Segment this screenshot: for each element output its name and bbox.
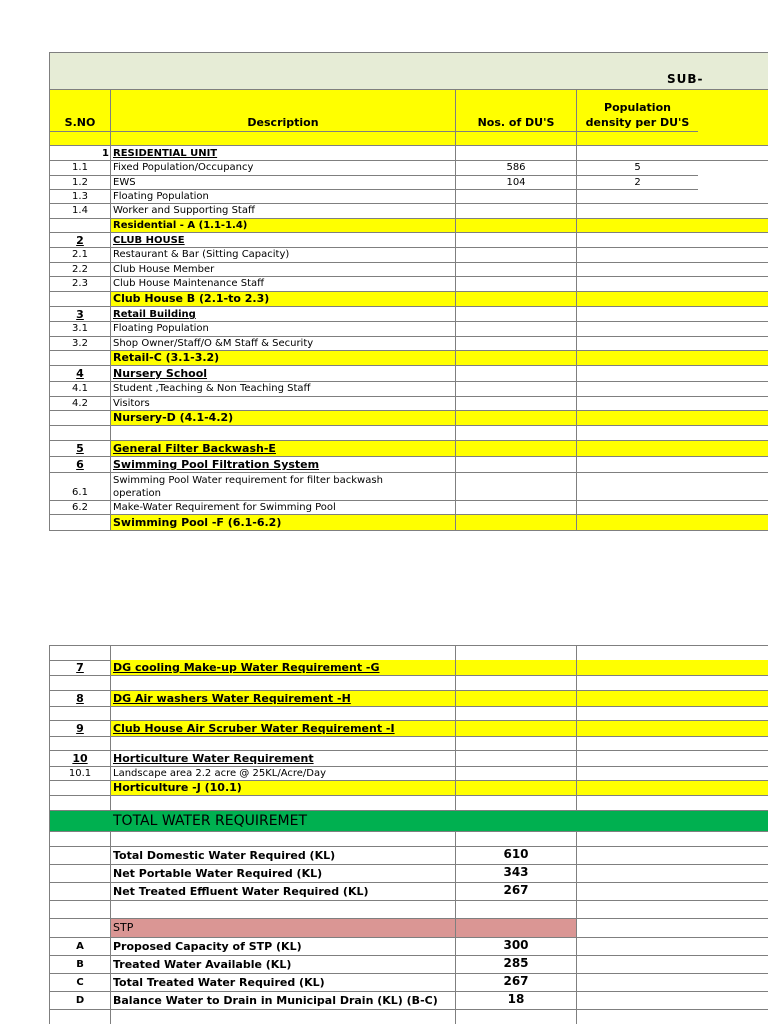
dus-cell[interactable]: 586 [455, 161, 576, 176]
blank-row [49, 832, 768, 847]
header-spacer-row [49, 132, 768, 146]
dus-cell[interactable] [455, 233, 576, 248]
density-cell[interactable] [576, 992, 768, 1010]
density-cell[interactable] [576, 751, 768, 767]
dus-cell[interactable] [455, 277, 576, 292]
cell[interactable] [455, 901, 576, 919]
cell[interactable] [576, 707, 768, 721]
dus-cell[interactable] [455, 767, 576, 781]
total-label: TOTAL WATER REQUIREMET [113, 813, 308, 829]
value-cell[interactable]: 267 [455, 883, 576, 901]
description-cell[interactable]: Floating Population [110, 322, 455, 337]
density-cell[interactable]: 2 [576, 176, 698, 190]
description-cell[interactable]: Club House Air Scruber Water Requirement -I [110, 721, 455, 737]
sno-cell[interactable]: 9 [49, 721, 110, 737]
table-row [49, 501, 768, 515]
subtotal-label[interactable]: Nursery-D (4.1-4.2) [110, 411, 455, 426]
cell[interactable] [49, 832, 110, 847]
density-cell[interactable]: 5 [576, 161, 698, 176]
table-row [49, 397, 768, 411]
density-cell[interactable] [576, 691, 768, 707]
description-cell[interactable]: Net Treated Effluent Water Required (KL) [110, 883, 455, 901]
dus-cell[interactable] [455, 146, 576, 161]
sno-cell[interactable]: 4 [49, 366, 110, 382]
description-cell[interactable]: CLUB HOUSE [110, 233, 455, 248]
sno-cell[interactable]: D [49, 992, 110, 1010]
value-cell[interactable] [455, 919, 576, 938]
sno-cell[interactable]: 8 [49, 691, 110, 707]
table-row [49, 233, 768, 248]
blank-row [49, 901, 768, 919]
density-cell[interactable] [576, 515, 768, 531]
dus-cell[interactable] [455, 751, 576, 767]
cell[interactable] [49, 1010, 110, 1024]
description-cell[interactable]: Make-Water Requirement for Swimming Pool [110, 501, 455, 515]
density-cell[interactable] [576, 781, 768, 796]
cell[interactable] [49, 796, 110, 811]
table-row [49, 865, 768, 883]
column-header-row [49, 90, 768, 132]
table-row [49, 366, 768, 382]
sno-cell[interactable] [49, 351, 110, 366]
description-cell[interactable]: Horticulture Water Requirement [110, 751, 455, 767]
density-cell[interactable] [576, 322, 768, 337]
table-row [49, 337, 768, 351]
cell[interactable] [110, 832, 455, 847]
value-cell[interactable]: 267 [455, 974, 576, 992]
description-cell[interactable]: Swimming Pool Filtration System [110, 457, 455, 473]
sno-cell[interactable]: B [49, 956, 110, 974]
sno-cell[interactable]: 3.2 [49, 337, 110, 351]
density-cell[interactable] [576, 292, 768, 307]
sno-cell[interactable]: 4.1 [49, 382, 110, 397]
dus-cell[interactable] [455, 660, 576, 676]
table-row [49, 263, 768, 277]
density-cell[interactable] [576, 883, 768, 901]
cell[interactable] [455, 737, 576, 751]
density-cell[interactable] [576, 219, 768, 233]
table-row [49, 441, 768, 457]
blank-row [49, 796, 768, 811]
density-cell[interactable] [576, 382, 768, 397]
density-cell[interactable] [576, 248, 768, 263]
dus-cell[interactable] [455, 337, 576, 351]
cell[interactable] [455, 1010, 576, 1024]
sno-cell[interactable] [49, 919, 110, 938]
density-cell[interactable] [576, 919, 768, 938]
blank-row [49, 426, 768, 441]
sno-cell[interactable]: 3.1 [49, 322, 110, 337]
sno-cell[interactable]: 2.3 [49, 277, 110, 292]
dus-cell[interactable] [455, 248, 576, 263]
sno-cell[interactable]: C [49, 974, 110, 992]
density-cell[interactable] [576, 263, 768, 277]
description-cell[interactable]: Visitors [110, 397, 455, 411]
col-sno-label: S.NO [64, 116, 96, 129]
density-cell[interactable] [576, 974, 768, 992]
description-cell[interactable] [110, 473, 455, 501]
sno-cell[interactable]: 3 [49, 307, 110, 322]
sno-cell[interactable]: 10 [49, 751, 110, 767]
description-line-1: Swimming Pool Water requirement for filter backwash [113, 475, 383, 486]
dus-cell[interactable] [455, 441, 576, 457]
table-row [49, 938, 768, 956]
cell[interactable] [576, 832, 768, 847]
subtitle-row [49, 70, 768, 90]
subtotal-row [49, 515, 768, 531]
dus-cell[interactable]: 104 [455, 176, 576, 190]
cell[interactable] [455, 132, 576, 146]
description-cell[interactable]: Balance Water to Drain in Municipal Drain (KL) (B-C) [110, 992, 455, 1010]
table-row [49, 992, 768, 1010]
cell[interactable] [110, 676, 455, 691]
value-cell[interactable]: 300 [455, 938, 576, 956]
blank-row [49, 1010, 768, 1024]
sno-cell[interactable]: 1.3 [49, 190, 110, 204]
density-cell[interactable] [576, 190, 768, 204]
cell[interactable] [576, 796, 768, 811]
dus-cell[interactable] [455, 397, 576, 411]
density-cell[interactable] [576, 441, 768, 457]
cell[interactable] [576, 646, 768, 661]
dus-cell[interactable] [455, 263, 576, 277]
total-cell[interactable] [49, 811, 768, 832]
col-nos-dus-label: Nos. of DU'S [477, 116, 555, 129]
density-cell[interactable] [576, 767, 768, 781]
density-cell[interactable] [576, 351, 768, 366]
blank-row [49, 645, 768, 661]
table-row [49, 307, 768, 322]
value-cell[interactable]: 610 [455, 847, 576, 865]
table-row [49, 382, 768, 397]
sno-cell[interactable] [49, 473, 110, 501]
table-row [49, 751, 768, 767]
sno-cell[interactable]: 7 [49, 660, 110, 676]
subtotal-row [49, 219, 768, 233]
dus-cell[interactable] [455, 366, 576, 382]
blank-row [49, 737, 768, 751]
description-cell[interactable]: Treated Water Available (KL) [110, 956, 455, 974]
dus-cell[interactable] [455, 322, 576, 337]
col-header-description[interactable] [110, 90, 455, 132]
cell[interactable] [49, 426, 110, 441]
sno-cell[interactable]: A [49, 938, 110, 956]
sno-cell[interactable]: 4.2 [49, 397, 110, 411]
table-row [49, 190, 768, 204]
density-cell[interactable] [576, 457, 768, 473]
dus-cell[interactable] [455, 515, 576, 531]
description-cell[interactable]: Net Portable Water Required (KL) [110, 865, 455, 883]
cell[interactable] [110, 796, 455, 811]
cell[interactable] [455, 707, 576, 721]
col-header-population[interactable] [576, 90, 698, 132]
description-cell[interactable]: Student ,Teaching & Non Teaching Staff [110, 382, 455, 397]
density-cell[interactable] [576, 146, 768, 161]
cell[interactable] [110, 901, 455, 919]
description-cell[interactable]: Total Treated Water Required (KL) [110, 974, 455, 992]
cell[interactable] [576, 132, 768, 146]
density-cell[interactable] [576, 277, 768, 292]
subtotal-row [49, 351, 768, 366]
cell[interactable] [455, 426, 576, 441]
cell[interactable] [110, 737, 455, 751]
sno-cell[interactable]: 6.2 [49, 501, 110, 515]
sno-cell[interactable] [49, 883, 110, 901]
cell[interactable] [110, 426, 455, 441]
density-cell[interactable] [576, 397, 768, 411]
description-cell[interactable]: RESIDENTIAL UNIT [110, 146, 455, 161]
cell[interactable] [110, 1010, 455, 1024]
table-row [49, 176, 768, 190]
density-cell[interactable] [576, 473, 768, 501]
density-cell[interactable] [576, 307, 768, 322]
table-row [49, 974, 768, 992]
subtotal-label[interactable]: Residential - A (1.1-1.4) [110, 219, 455, 233]
cell[interactable] [49, 132, 110, 146]
sno-cell[interactable] [49, 411, 110, 426]
cell[interactable] [110, 646, 455, 661]
table-row [49, 146, 768, 161]
table-row [49, 473, 768, 501]
cell[interactable] [49, 737, 110, 751]
subtotal-row [49, 292, 768, 307]
dus-cell[interactable] [455, 351, 576, 366]
cell[interactable] [110, 707, 455, 721]
cell[interactable] [49, 707, 110, 721]
value-cell[interactable]: 343 [455, 865, 576, 883]
description-cell[interactable]: Retail Building [110, 307, 455, 322]
table-row [49, 457, 768, 473]
dus-cell[interactable] [455, 501, 576, 515]
sno-cell[interactable] [49, 515, 110, 531]
description-cell[interactable]: DG Air washers Water Requirement -H [110, 691, 455, 707]
dus-cell[interactable] [455, 721, 576, 737]
description-line-2: operation [113, 488, 162, 499]
col-header-nos-dus[interactable] [455, 90, 576, 132]
density-cell[interactable] [576, 411, 768, 426]
sno-cell[interactable]: 2.1 [49, 248, 110, 263]
description-cell[interactable]: Restaurant & Bar (Sitting Capacity) [110, 248, 455, 263]
description-cell[interactable]: Landscape area 2.2 acre @ 25KL/Acre/Day [110, 767, 455, 781]
cell[interactable] [576, 1010, 768, 1024]
table-row [49, 883, 768, 901]
value-cell[interactable]: 18 [455, 992, 576, 1010]
subtotal-label[interactable]: Club House B (2.1-to 2.3) [110, 292, 455, 307]
title-row [49, 52, 768, 71]
subtotal-row [49, 781, 768, 796]
density-cell[interactable] [576, 660, 768, 676]
stp-row [49, 919, 768, 938]
dus-cell[interactable] [455, 190, 576, 204]
sno-cell[interactable] [49, 781, 110, 796]
subtotal-row [49, 411, 768, 426]
cell[interactable] [110, 132, 455, 146]
description-cell[interactable]: DG cooling Make-up Water Requirement -G [110, 660, 455, 676]
description-cell[interactable]: Shop Owner/Staff/O &M Staff & Security [110, 337, 455, 351]
description-cell[interactable]: Proposed Capacity of STP (KL) [110, 938, 455, 956]
total-row [49, 811, 768, 832]
table-row [49, 161, 768, 176]
description-cell[interactable]: EWS [110, 176, 455, 190]
cell[interactable] [576, 676, 768, 691]
sno-cell[interactable]: 6 [49, 457, 110, 473]
sno-cell[interactable]: 1.4 [49, 204, 110, 219]
dus-cell[interactable] [455, 292, 576, 307]
sno-cell[interactable]: 1.1 [49, 161, 110, 176]
subtotal-label[interactable]: Retail-C (3.1-3.2) [110, 351, 455, 366]
description-cell[interactable]: Floating Population [110, 190, 455, 204]
stp-label[interactable]: STP [110, 919, 455, 938]
cell[interactable] [455, 676, 576, 691]
blank-row [49, 707, 768, 721]
col-header-sno[interactable] [49, 90, 110, 132]
sno-cell[interactable]: 1 [49, 146, 110, 161]
cell[interactable] [576, 901, 768, 919]
sno-cell[interactable] [49, 847, 110, 865]
density-cell[interactable] [576, 956, 768, 974]
sno-cell[interactable]: 2.2 [49, 263, 110, 277]
cell[interactable] [49, 676, 110, 691]
dus-cell[interactable] [455, 457, 576, 473]
col-description-label: Description [247, 116, 319, 129]
dus-cell[interactable] [455, 691, 576, 707]
table-row [49, 277, 768, 292]
table-row [49, 691, 768, 707]
col-population-label-2: density per DU'S [585, 116, 690, 129]
description-cell[interactable]: Total Domestic Water Required (KL) [110, 847, 455, 865]
density-cell[interactable] [576, 233, 768, 248]
table-row [49, 204, 768, 219]
density-cell[interactable] [576, 865, 768, 883]
sno-cell[interactable]: 1.2 [49, 176, 110, 190]
blank-row [49, 676, 768, 691]
description-cell[interactable]: Club House Member [110, 263, 455, 277]
table-row [49, 248, 768, 263]
cell[interactable] [576, 737, 768, 751]
dus-cell[interactable] [455, 204, 576, 219]
cell[interactable] [455, 832, 576, 847]
density-cell[interactable] [576, 337, 768, 351]
table-row [49, 660, 768, 676]
density-cell[interactable] [576, 204, 768, 219]
subtotal-label[interactable]: Horticulture -J (10.1) [110, 781, 455, 796]
col-population-label-1: Population [604, 101, 671, 114]
description-cell[interactable]: Worker and Supporting Staff [110, 204, 455, 219]
subtotal-label[interactable]: Swimming Pool -F (6.1-6.2) [110, 515, 455, 531]
value-cell[interactable]: 285 [455, 956, 576, 974]
cell[interactable] [455, 646, 576, 661]
sno-cell[interactable]: 10.1 [49, 767, 110, 781]
density-cell[interactable] [576, 501, 768, 515]
dus-cell[interactable] [455, 781, 576, 796]
subtitle-cell[interactable] [49, 70, 768, 90]
sno-cell[interactable]: 2 [49, 233, 110, 248]
dus-cell[interactable] [455, 411, 576, 426]
sno-cell[interactable] [49, 219, 110, 233]
cell[interactable] [455, 796, 576, 811]
sno-cell[interactable] [49, 292, 110, 307]
sno-text: 6.1 [72, 487, 88, 498]
dus-cell[interactable] [455, 307, 576, 322]
table-row [49, 322, 768, 337]
title-cell[interactable] [49, 53, 768, 71]
cell[interactable] [49, 901, 110, 919]
sub-title: SUB- [667, 72, 704, 86]
table-row [49, 847, 768, 865]
dus-cell[interactable] [455, 473, 576, 501]
cell[interactable] [576, 426, 768, 441]
table-row [49, 767, 768, 781]
density-cell[interactable] [576, 938, 768, 956]
cell[interactable] [49, 646, 110, 661]
dus-cell[interactable] [455, 219, 576, 233]
sno-cell[interactable]: 5 [49, 441, 110, 457]
description-cell[interactable]: Fixed Population/Occupancy [110, 161, 455, 176]
description-cell[interactable]: Club House Maintenance Staff [110, 277, 455, 292]
dus-cell[interactable] [455, 382, 576, 397]
table-row [49, 721, 768, 737]
density-cell[interactable] [576, 721, 768, 737]
description-cell[interactable]: Nursery School [110, 366, 455, 382]
table-row [49, 956, 768, 974]
density-cell[interactable] [576, 847, 768, 865]
density-cell[interactable] [576, 366, 768, 382]
description-cell[interactable]: General Filter Backwash-E [110, 441, 455, 457]
sno-cell[interactable] [49, 865, 110, 883]
